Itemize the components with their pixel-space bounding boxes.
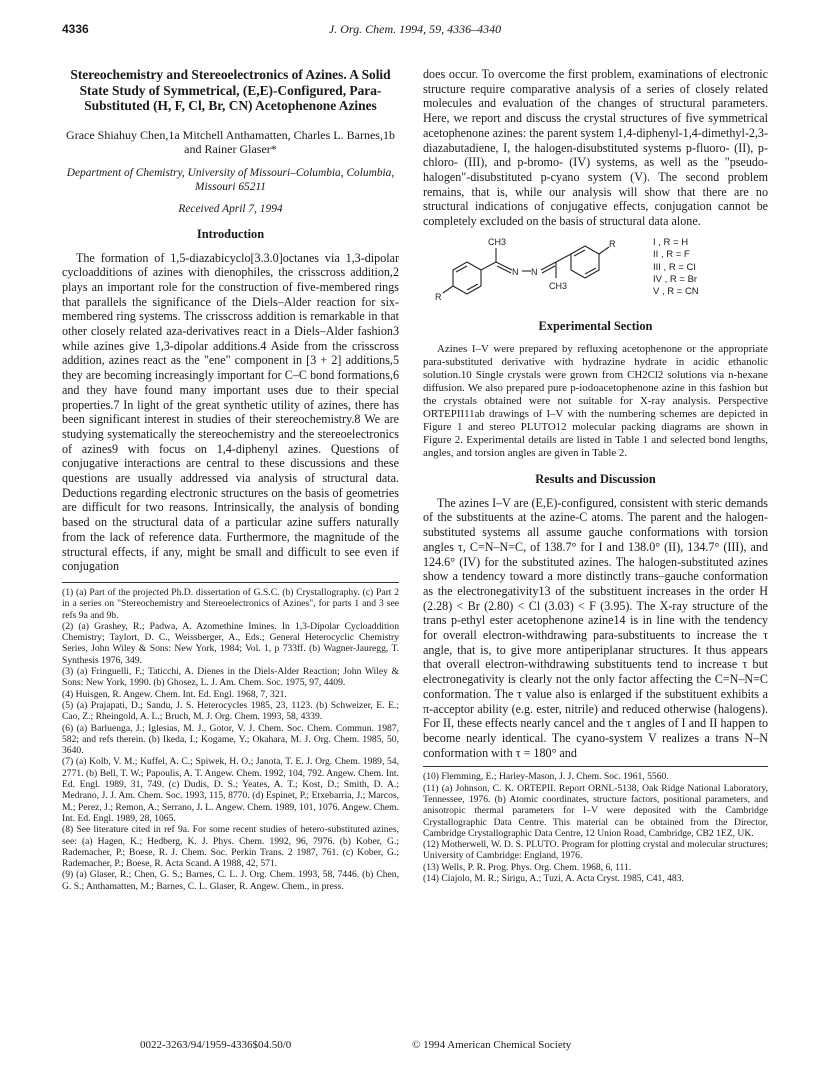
footnote-7: (7) (a) Kolb, V. M.; Kuffel, A. C.; Spiwek, H. O.; Janota, T. E. J. Org. Chem. 1989, 54, 2771. (b) Bell, T. W.; Papoulis, A. T. Angew. Chem. 1992, 104, 792. Angew. Chem. Int. Ed. Engl. 1989, 31, 749. (c) Dudis, D. S.; Yeates, A. T.; Kost, D.; Smith, D. A.; Medrano, J. J. Am. Chem. Soc. 1993, 115, 8770. (d) Espinet, P.; Etxebarria, J.; Marcos, M.; Perez, J.; Remon, A.; Serrano, J. L. Angew. Chem. 1989, 101, 1076. Angew. Chem. Int. Ed. Engl. 1989, 28, 1065.	[62, 756, 399, 824]
page-number: 4336	[62, 22, 89, 36]
results-heading: Results and Discussion	[535, 471, 656, 486]
footnote-8: (8) See literature cited in ref 9a. For some recent studies of hetero-substituted azines, see: (a) Hagen, K.; Hedberg, K. J. Phys. Chem. 1992, 96, 7976. (b) Kober, G.; Rademacher, P.; Boese, R. J. Chem. Soc. Perkin Trans. 2 1987, 761. (c) Kober, G.; Rademacher, P.; Boese, R. Acta Scand. A 1988, 42, 571.	[62, 824, 399, 870]
article-title: Stereochemistry and Stereoelectronics of Azines. A Solid State Study of Symmetrical, (E,E)-Configured, Para-Substituted (H, F, Cl, Br, CN) Acetophenone Azines	[70, 67, 391, 113]
copyright-line: © 1994 American Chemical Society	[412, 1039, 572, 1051]
legend-item-v: V , R = CN	[653, 286, 699, 298]
substituent-label-left: R	[435, 291, 442, 302]
issn-line: 0022-3263/94/1959-4336$04.50/0	[140, 1039, 292, 1051]
running-header	[62, 22, 768, 42]
methyl-label-left: CH3	[488, 236, 507, 247]
left-phenyl-ring	[453, 262, 481, 294]
legend-item-iv: IV , R = Br	[653, 273, 698, 285]
substituent-label-right: R	[609, 238, 616, 249]
footnote-11: (11) (a) Johnson, C. K. ORTEPII. Report ORNL-5138, Oak Ridge National Laboratory, Tennessee, 1976. (b) Atomic coordinates, structure factors, positional parameters, and anisotropic thermal parameters for I–V were deposited with the Cambridge Crystallographic Data Centre. This material can be obtained from the Director, Cambridge Crystallographic Data Centre, 12 Union Road, Cambridge, CB2 1EZ, UK.	[423, 782, 768, 839]
footnote-2: (2) (a) Grashey, R.; Padwa, A. Azomethine Imines. In 1,3-Dipolar Cycloaddition Chemistry; Taylort, D. C., Weissberger, A., Eds.; General Heterocyclic Chemistry Series, John Wiley & Sons: New York, 1984; Vol. 1, p 733ff. (b) Wagner-Jauregg, T. Synthesis 1976, 349.	[62, 620, 399, 666]
received-date: Received April 7, 1994	[178, 202, 283, 215]
footnote-14: (14) Ciajolo, M. R.; Sirigu, A.; Tuzi, A. Acta Cryst. 1985, C41, 483.	[423, 873, 684, 885]
footnote-6: (6) (a) Barluenga, J.; Iglesias, M. J., Gotor, V. J. Chem. Soc. Chem. Commun. 1987, 582; and refs therein. (b) Ikeda, I.; Kogame, Y.; Okahara, M. J. Org. Chem. 1985, 50, 3640.	[62, 722, 399, 757]
footnote-10: (10) Flemming, E.; Harley-Mason, J. J. Chem. Soc. 1961, 5560.	[423, 771, 669, 783]
experimental-heading: Experimental Section	[538, 318, 653, 333]
legend-item-ii: II , R = F	[653, 249, 690, 261]
footnote-4: (4) Huisgen, R. Angew. Chem. Int. Ed. Engl. 1968, 7, 321.	[62, 688, 287, 700]
footnote-9: (9) (a) Glaser, R.; Chen, G. S.; Barnes, C. L. J. Org. Chem. 1993, 58, 7446. (b) Chen, G. S.; Anthamatten, M.; Barnes, C. L. Glaser, R. Angew. Chem., in press.	[62, 869, 399, 892]
azine-structure-drawing	[423, 235, 648, 311]
footnote-12: (12) Motherwell, W. D. S. PLUTO. Program for plotting crystal and molecular structures; University of Cambridge: England, 1976.	[423, 839, 768, 862]
introduction-continuation: does occur. To overcome the first problem, examinations of electronic structure require comparative analysis of a series of closely related molecules and evaluation of the changes of structural parameters. Here, we report and discuss the crystal structures of five symmetrical acetophenone azines: the parent system 1,4-diphenyl-1,4-dimethyl-2,3-diazabutadiene, I, the halogen-disubstituted systems p-fluoro- (II), p-chloro- (III), and p-bromo- (IV) systems, as well as the "pseudo-halogen"-disubstituted p-cyano system (V). The second problem remains, that is, while our analysis will show that there are no structural indications of conjugative effects, conjugation cannot be completely excluded on the basis of structural data alone.	[423, 67, 768, 229]
legend-item-iii: III , R = Cl	[653, 261, 696, 273]
results-paragraph: The azines I–V are (E,E)-configured, consistent with steric demands of the substituents at the azine-C atoms. The parent and the halogen-substituted systems all assume gauche conformations with torsion angles τ, C=N–N=C, of 138.7° for I and 138.0° (II), 134.7° (III), and 124.6° (IV) for the substituted azines. The halogen-substituted azines show a tendency toward a more distinctly trans–gauche conformation as the electronegativity13 of the substituent increases in the order H (2.28) < Br (2.80) < Cl (3.03) < F (3.95). The X-ray structure of the trans p-ethyl ester acetophenone azine14 is in line with the tendency for overall electron-withdrawing para-substituents to increase the τ angle, that is, to give more antiperiplanar structures. It thus appears that overall electron-withdrawing substituents tend to increase τ but electronegativity is clearly not the only factor affecting the C=N–N=C conformation. The τ value also is enlarged if the substituent exhibits a π-acceptor ability (e.g. ester, nitrile) and reduced otherwise (halogens). For II, these effects nearly cancel and the τ angles of I and II happen to become nearly identical. The cyano-system V realizes a trans N–N conformation with τ = 180° and	[423, 495, 768, 760]
affiliation: Department of Chemistry, University of Missouri–Columbia, Columbia, Missouri 65211	[66, 166, 395, 193]
left-column	[62, 67, 399, 892]
legend-item-i: I , R = H	[653, 236, 689, 248]
footnote-5: (5) (a) Prajapati, D.; Sandu, J. S. Heterocycles 1985, 23, 1123. (b) Schweizer, E. E.; Cao, Z.; Rheingold, A. L.; Bruch, M. J. Org. Chem. 1993, 58, 4339.	[62, 699, 399, 723]
footnote-divider-right	[423, 766, 768, 767]
introduction-heading: Introduction	[196, 226, 265, 241]
experimental-paragraph: Azines I–V were prepared by refluxing acetophenone or the appropriate para-substituted derivative with hydrazine hydrate in acidic ethanolic solution.10 Single crystals were grown from CH2Cl2 solutions via n-hexane diffusion. We also prepared pure p-iodoacetophenone azine in this fashion but the crystals obtained were not suitable for X-ray analysis. Perspective ORTEPII11ab drawings of I–V with the numbering schemes are depicted in Figure 1 and stereo PLUTO12 molecular packing diagrams are shown in Figure 2. Experimental details are listed in Table 1 and selected bond lengths, angles, and torsion angles are given in Table 2.	[423, 342, 768, 459]
right-phenyl-ring	[571, 246, 599, 278]
nitrogen-label-1: N	[512, 266, 519, 277]
footnote-3: (3) (a) Fringuelli, F.; Taticchi, A. Dienes in the Diels-Alder Reaction; John Wiley & Sons: New York, 1990. (b) Ghosez, L. J. Am. Chem. Soc. 1975, 97, 4409.	[62, 666, 399, 689]
footnote-13: (13) Wells, P. R. Prog. Phys. Org. Chem. 1968, 6, 111.	[423, 861, 632, 873]
journal-citation: J. Org. Chem. 1994, 59, 4336–4340	[328, 22, 502, 36]
substituent-legend	[653, 237, 699, 299]
introduction-paragraph: The formation of 1,5-diazabicyclo[3.3.0]octanes via 1,3-dipolar cycloadditions of azines with dienophiles, the crisscross addition,2 plays an important role for the construction of five-membered rings that parallels the significance of the Diels–Alder reaction for six-membered ring systems. The crisscross addition is remarkable in that other closely related aza-derivatives react in a Diels–Alder fashion3 while azines give 1,3-dipolar additions.4 Aside from the crisscross addition, azines react as the "ene" component in [3 + 2] additions,5 they are becoming increasingly important for C–C bond formations,6 and they have found many important uses due to their special properties.7 In light of the great synthetic utility of azines, there has been significant interest in studies of their stereochemistry.8 We are studying systematically the stereochemistry and the stereoelectronics of azines9 with focus on 1,4-diphenyl azines. Questions of conjugative interactions are central to these discussions and these questions are usually addressed via analysis of structural data. Deductions regarding electronic structures on the basis of geometries are difficult for two reasons. Intrinsically, the analysis of bonding based on the structural data of a particular azine suffers naturally from the lack of reference data. Furthermore, the magnitude of the structural effects, if any, might be small and difficult to see even if conjugation	[62, 250, 399, 574]
page-footer	[62, 1039, 768, 1055]
methyl-label-right: CH3	[549, 280, 568, 291]
right-column	[423, 67, 768, 884]
author-list: Grace Shiahuy Chen,1a Mitchell Anthamatten, Charles L. Barnes,1b and Rainer Glaser*	[66, 127, 395, 156]
azine-structure-scheme	[423, 235, 768, 311]
nitrogen-label-2: N	[531, 266, 538, 277]
footnote-1: (1) (a) Part of the projected Ph.D. dissertation of G.S.C. (b) Crystallography. (c) Part 2 in a series on "Stereochemistry and Stereoelectronics of Azines", for parts 1 and 3 see refs 9a and 9b.	[62, 586, 399, 621]
footnote-divider	[62, 582, 399, 583]
